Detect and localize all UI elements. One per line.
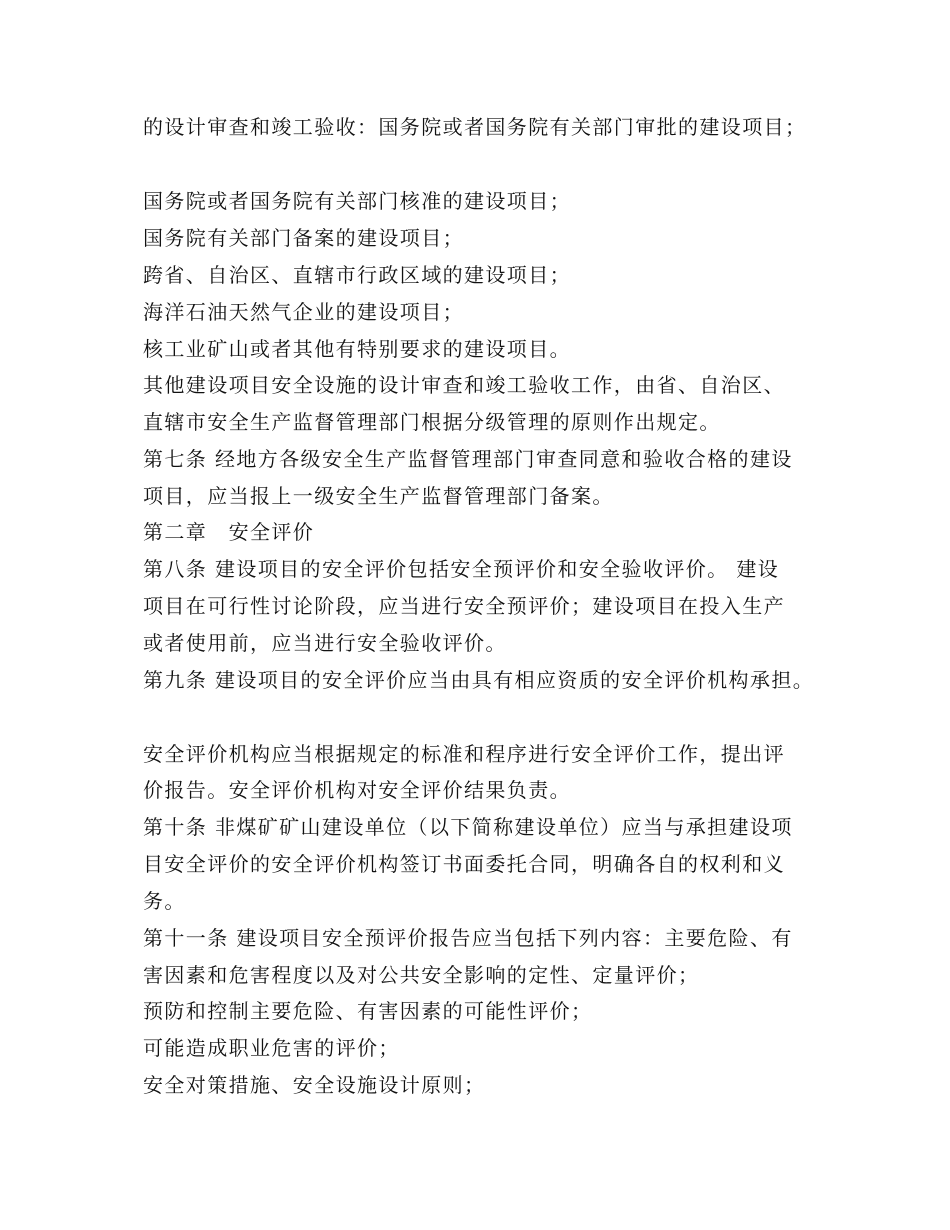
- text-line: 目安全评价的安全评价机构签订书面委托合同，明确各自的权利和义: [143, 852, 785, 876]
- text-line: 国务院或者国务院有关部门核准的建设项目；: [143, 189, 571, 213]
- text-line: 或者使用前，应当进行安全验收评价。: [143, 631, 507, 655]
- article-11: 第十一条 建设项目安全预评价报告应当包括下列内容：主要危险、有: [143, 926, 793, 950]
- text-line: 其他建设项目安全设施的设计审查和竣工验收工作，由省、自治区、: [143, 373, 785, 397]
- text-line: 海洋石油天然气企业的建设项目；: [143, 300, 464, 324]
- text-line: 务。: [143, 889, 186, 913]
- text-line: 直辖市安全生产监督管理部门根据分级管理的原则作出规定。: [143, 410, 721, 434]
- text-line: 预防和控制主要危险、有害因素的可能性评价；: [143, 999, 593, 1023]
- text-line: 安全评价机构应当根据规定的标准和程序进行安全评价工作，提出评: [143, 742, 785, 766]
- text-line: 可能造成职业危害的评价；: [143, 1036, 400, 1060]
- text-line: 项目在可行性讨论阶段，应当进行安全预评价；建设项目在投入生产: [143, 594, 785, 618]
- text-line: 跨省、自治区、直辖市行政区域的建设项目；: [143, 263, 571, 287]
- text-line: 的设计审查和竣工验收：国务院或者国务院有关部门审批的建设项目；: [143, 115, 807, 139]
- text-line: 国务院有关部门备案的建设项目；: [143, 226, 464, 250]
- text-line: 安全对策措施、安全设施设计原则；: [143, 1073, 486, 1097]
- article-7: 第七条 经地方各级安全生产监督管理部门审查同意和验收合格的建设: [143, 447, 793, 471]
- text-line: 项目，应当报上一级安全生产监督管理部门备案。: [143, 484, 614, 508]
- text-line: 害因素和危害程度以及对公共安全影响的定性、定量评价；: [143, 963, 700, 987]
- article-8: 第八条 建设项目的安全评价包括安全预评价和安全验收评价。 建设: [143, 557, 780, 581]
- article-9: 第九条 建设项目的安全评价应当由具有相应资质的安全评价机构承担。: [143, 668, 815, 692]
- text-line: 核工业矿山或者其他有特别要求的建设项目。: [143, 337, 571, 361]
- chapter-heading: 第二章 安全评价: [143, 520, 315, 544]
- text-line: 价报告。安全评价机构对安全评价结果负责。: [143, 778, 571, 802]
- article-10: 第十条 非煤矿矿山建设单位（以下简称建设单位）应当与承担建设项: [143, 815, 793, 839]
